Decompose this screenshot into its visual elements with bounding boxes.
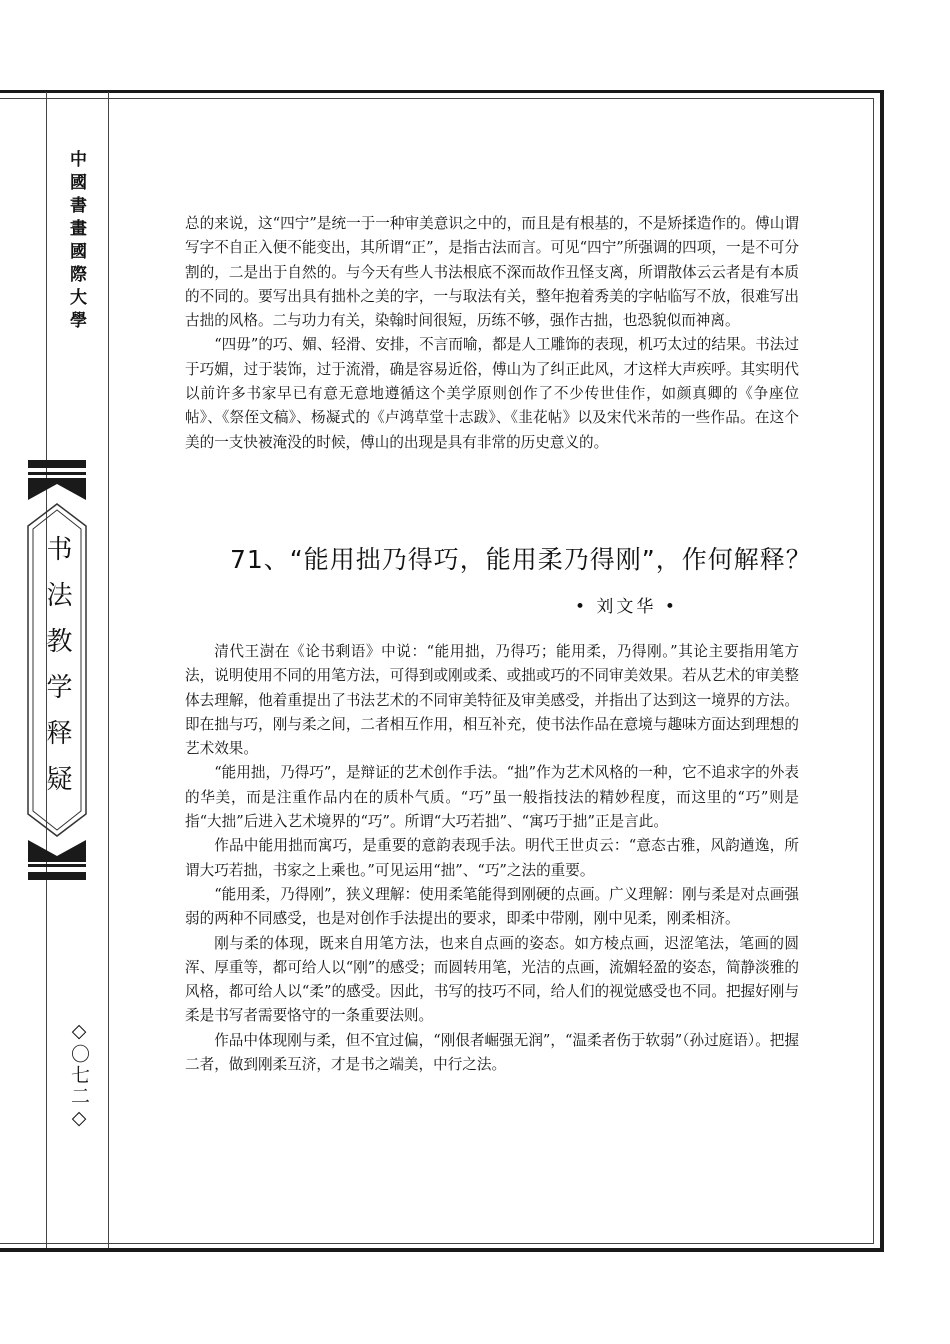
author-name: • 刘文华 • <box>575 597 678 617</box>
panel-ribbon-top <box>28 478 86 500</box>
paragraph: “能用柔，乃得刚”，狭义理解：使用柔笔能得到刚硬的点画。广义理解：刚与柔是对点画强弱的两种不同感受，也是对创作手法提出的要求，即柔中带刚，刚中见柔，刚柔相济。 <box>185 885 799 928</box>
paragraph: 清代王澍在《论书剩语》中说：“能用拙，乃得巧；能用柔，乃得刚。”其论主要指用笔方法，说明使用不同的用笔方法，可得到或刚或柔、或拙或巧的不同审美效果。若从艺术的审美整体去理解，他着重提出了书法艺术的不同审美特征及审美感受，并指出了达到这一境界的方法。即在拙与巧，刚与柔之间，二者相互作用，相互补充，使书法作品在意境与趣味方面达到理想的艺术效果。 <box>185 643 799 758</box>
panel-bar-top <box>28 460 86 468</box>
paragraph: 刚与柔的体现，既来自用笔方法，也来自点画的姿态。如方棱点画，迟涩笔法，笔画的圆浑、厚重等，都可给人以“刚”的感受；而圆转用笔，光洁的点画，流媚轻盈的姿态，简静淡雅的风格，都可给人以“柔”的感受。因此，书写的技巧不同，给人们的视觉感受也不同。把握好刚与柔是书写者需要恪守的一条重要法则。 <box>185 934 799 1025</box>
panel-bar-bottom <box>28 872 86 880</box>
paragraph: “四毋”的巧、媚、轻滑、安排，不言而喻，都是人工雕饰的表现，机巧太过的结果。书法过于巧媚，过于装饰，过于流滑，确是容易近俗，傅山为了纠正此风，才这样大声疾呼。其实明代以前许多书家早已有意无意地遵循这个美学原则创作了不少传世佳作，如颜真卿的《争座位帖》、《祭侄文稿》、杨凝式的《卢鸿草堂十志跋》、《韭花帖》以及宋代米芾的一些作品。在这个美的一支快被淹没的时候，傅山的出现是具有非常的历史意义的。 <box>185 336 799 451</box>
panel-bar-top-thin <box>28 472 86 475</box>
paragraph: 作品中体现刚与柔，但不宜过偏，“刚佷者崛强无润”，“温柔者伤于软弱”（孙过庭语）。把握二者，做到刚柔互济，才是书之端美，中行之法。 <box>185 1031 799 1074</box>
section-heading: 71、“能用拙乃得巧，能用柔乃得刚”，作何解释？ <box>230 545 812 574</box>
page-number: ◇〇七二◇ <box>68 1020 90 1131</box>
section-body <box>185 640 799 1077</box>
sidebar-rule-right <box>108 92 109 1248</box>
paragraph: 作品中能用拙而寓巧，是重要的意韵表现手法。明代王世贞云：“意态古雅，风韵遒逸，所谓大巧若拙，书家之上乘也。”可见运用“拙”、“巧”之法的重要。 <box>185 837 799 879</box>
top-section <box>185 212 799 455</box>
panel-bar-bottom-thin <box>28 864 86 867</box>
paragraph: “能用拙，乃得巧”，是辩证的艺术创作手法。“拙”作为艺术风格的一种，它不追求字的外表的华美，而是注重作品内在的质朴气质。“巧”虽一般指技法的精妙程度，而这里的“巧”则是指“大拙”后进入艺术境界的“巧”。所谓“大巧若拙”、“寓巧于拙”正是言此。 <box>185 764 799 831</box>
series-title: 中國書畫國際大學 <box>66 150 86 334</box>
book-title: 书法教学释疑 <box>42 535 72 811</box>
panel-ribbon-bottom <box>28 840 86 862</box>
paragraph: 总的来说，这“四宁”是统一于一种审美意识之中的，而且是有根基的，不是矫揉造作的。傅山谓写字不自正入便不能变出，其所谓“正”，是指古法而言。可见“四宁”所强调的四项，一是不可分割的，二是出于自然的。与今天有些人书法根底不深而故作丑怪支离，所谓散体云云者是有本质的不同的。要写出具有拙朴之美的字，一与取法有关，整年抱着秀美的字帖临写不放，很难写出古拙的风格。二与功力有关，染翰时间很短，历练不够，强作古拙，也恐貌似而神离。 <box>185 215 799 330</box>
